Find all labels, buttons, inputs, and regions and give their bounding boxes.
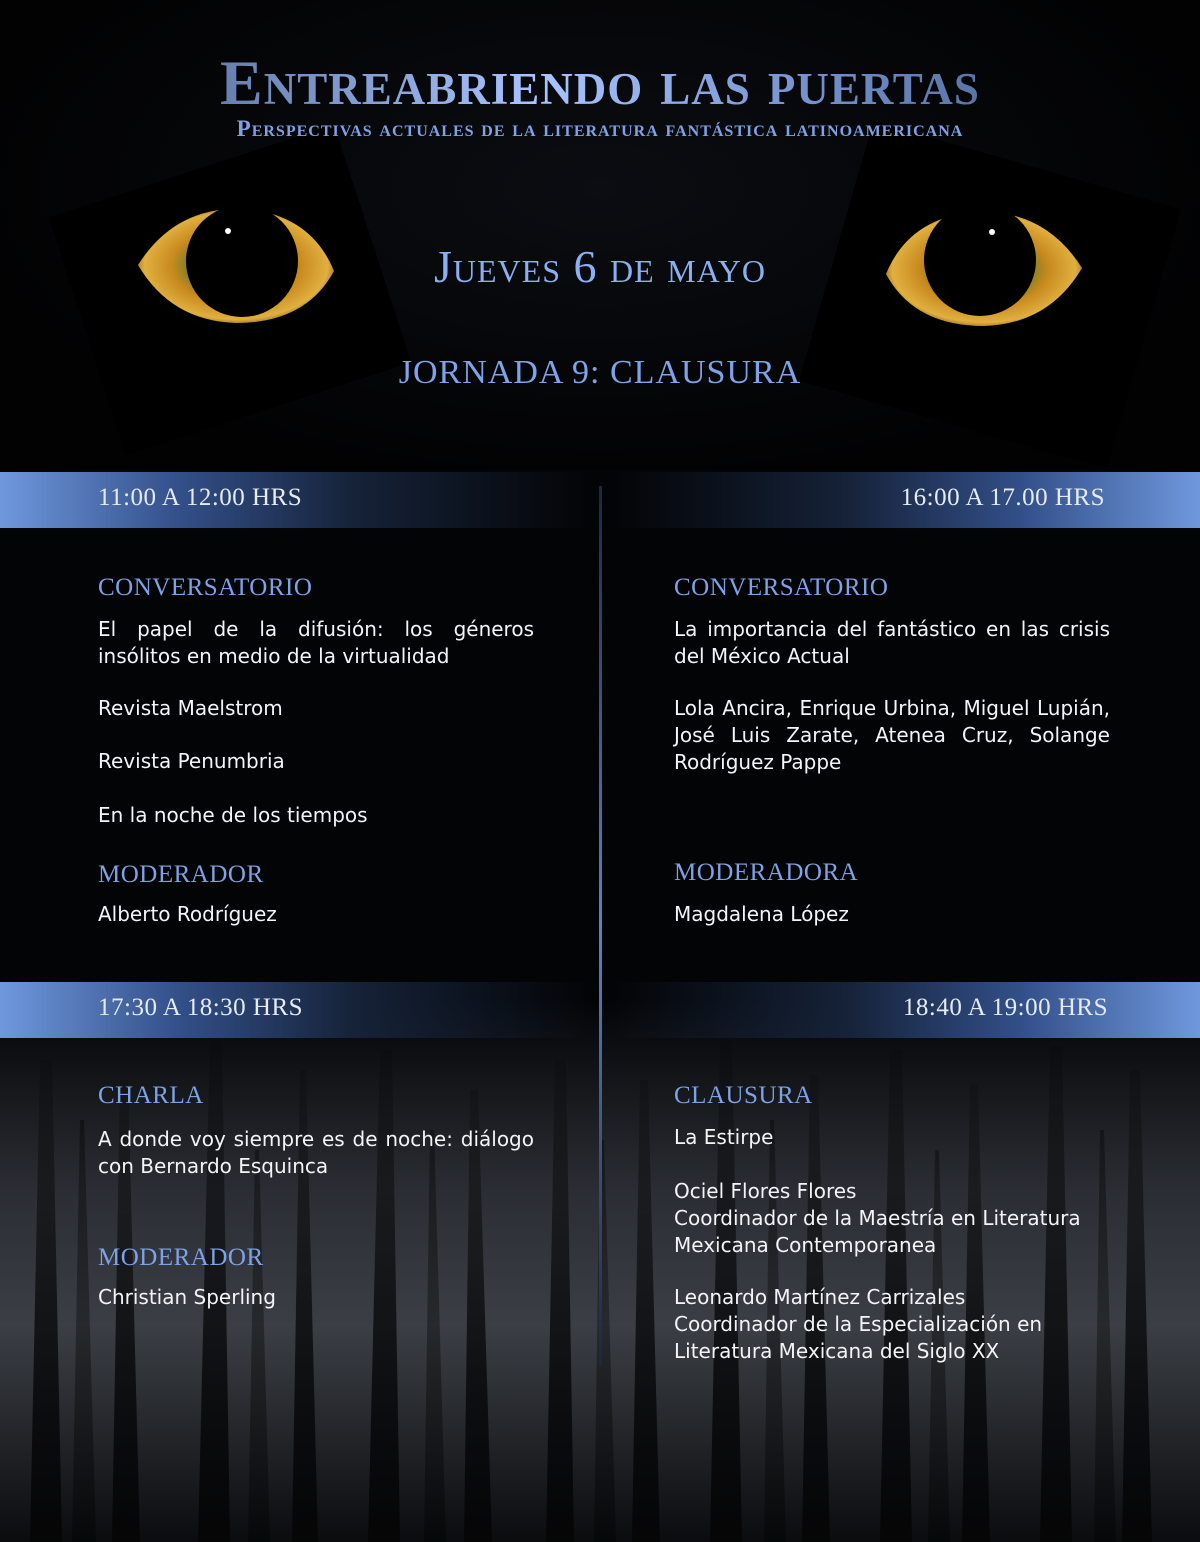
block-title: A donde voy siempre es de noche: diálogo con Bernardo Esquinca — [98, 1127, 534, 1178]
closing-item-role: Coordinador de la Maestría en Literatura Mexicana Contemporanea — [674, 1206, 1081, 1257]
time-label: 11:00 A 12:00 HRS — [98, 484, 303, 511]
block-title: El papel de la difusión: los géneros insólitos en medio de la virtualidad — [98, 617, 534, 668]
block-type: CONVERSATORIO — [674, 574, 889, 601]
time-band-2 — [612, 472, 1200, 528]
session-title: JORNADA 9: CLAUSURA — [398, 354, 802, 391]
block-type: CHARLA — [98, 1082, 204, 1109]
moderator-label: MODERADOR — [98, 1244, 264, 1271]
closing-item-name: Ociel Flores Flores — [674, 1179, 857, 1203]
block-type: CLAUSURA — [674, 1082, 813, 1109]
participants: Lola Ancira, Enrique Urbina, Miguel Lupián, José Luis Zarate, Atenea Cruz, Solange Rodríguez Pappe — [674, 696, 1110, 774]
time-band-3 — [0, 982, 590, 1038]
moderator-name: Alberto Rodríguez — [98, 902, 277, 926]
moderator-name: Magdalena López — [674, 902, 849, 926]
closing-item-name: Leonardo Martínez Carrizales — [674, 1285, 966, 1309]
participant: Revista Penumbria — [98, 749, 285, 773]
event-subtitle: Perspectivas actuales de la literatura fantástica latinoamericana — [236, 116, 964, 141]
moderator-name: Christian Sperling — [98, 1285, 276, 1309]
time-label: 18:40 A 19:00 HRS — [902, 994, 1108, 1021]
time-band-4 — [612, 982, 1200, 1038]
event-date: Jueves 6 de mayo — [433, 241, 766, 292]
closing-item-name: La Estirpe — [674, 1125, 774, 1149]
time-band-1 — [0, 472, 590, 528]
event-title: Entreabriendo las puertas — [0, 48, 1200, 118]
column-divider — [599, 486, 602, 1366]
block-title: La importancia del fantástico en las crisis del México Actual — [674, 617, 1110, 668]
moderator-label: MODERADOR — [98, 861, 264, 888]
participant: Revista Maelstrom — [98, 696, 283, 720]
time-label: 17:30 A 18:30 HRS — [98, 994, 304, 1021]
time-label: 16:00 A 17.00 HRS — [900, 484, 1105, 511]
closing-item-role: Coordinador de la Especialización en Literatura Mexicana del Siglo XX — [674, 1312, 1043, 1363]
moderator-label: MODERADORA — [674, 859, 859, 886]
participant: En la noche de los tiempos — [98, 803, 368, 827]
block-type: CONVERSATORIO — [98, 574, 313, 601]
